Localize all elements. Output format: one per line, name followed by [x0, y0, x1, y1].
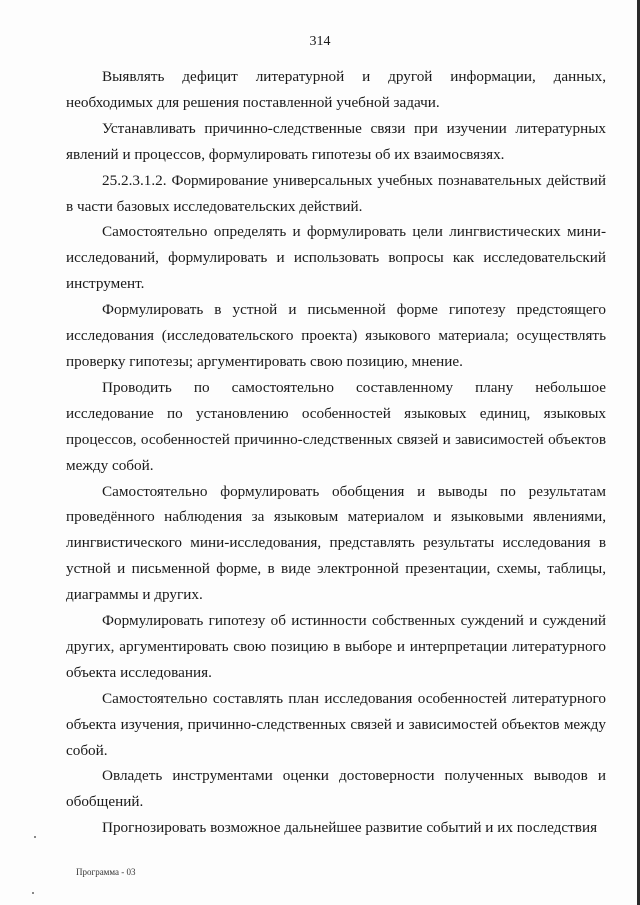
paragraph: Самостоятельно определять и формулировать цели лингвистических мини-исследований, формулировать и использовать вопросы как исследовательский инструмент. — [66, 223, 606, 293]
page-footer: Программа - 03 — [76, 867, 136, 877]
document-body — [66, 64, 606, 841]
paragraph: Устанавливать причинно-следственные связи при изучении литературных явлений и процессов, формулировать гипотезы об их взаимосвязях. — [66, 119, 606, 163]
paragraph: Формулировать гипотезу об истинности собственных суждений и суждений других, аргументировать свою позицию в выборе и интерпретации литературного объекта исследования. — [66, 612, 606, 681]
paragraph: Формулировать в устной и письменной форме гипотезу предстоящего исследования (исследовательского проекта) языкового материала; осуществлять проверку гипотезы; аргументировать свою позицию, мнение. — [66, 301, 606, 370]
paragraph: Самостоятельно составлять план исследования особенностей литературного объекта изучения, причинно-следственных связей и зависимостей объектов между собой. — [66, 689, 606, 759]
paragraph: Прогнозировать возможное дальнейшее развитие событий и их последствия — [102, 819, 598, 837]
scan-artifact — [32, 892, 34, 894]
paragraph: Проводить по самостоятельно составленному плану небольшое исследование по установлению особенностей языковых единиц, языковых процессов, особенностей причинно-следственных связей и зависимостей объектов между собой. — [66, 378, 606, 474]
page-number: 314 — [309, 34, 331, 49]
scan-artifact — [34, 836, 36, 838]
section-heading-paragraph: 25.2.3.1.2. Формирование универсальных учебных познавательных действий в части базовых исследовательских действий. — [66, 171, 606, 215]
paragraph: Самостоятельно формулировать обобщения и выводы по результатам проведённого наблюдения за языковым материалом и языковыми явлениями, лингвистического мини-исследования, представлять результаты исследования в устной и письменной форме, в виде электронной презентации, схемы, таблицы, диаграммы и других. — [66, 482, 606, 604]
paragraph: Выявлять дефицит литературной и другой информации, данных, необходимых для решения поставленной учебной задачи. — [66, 68, 606, 111]
paragraph: Овладеть инструментами оценки достоверности полученных выводов и обобщений. — [66, 767, 606, 811]
